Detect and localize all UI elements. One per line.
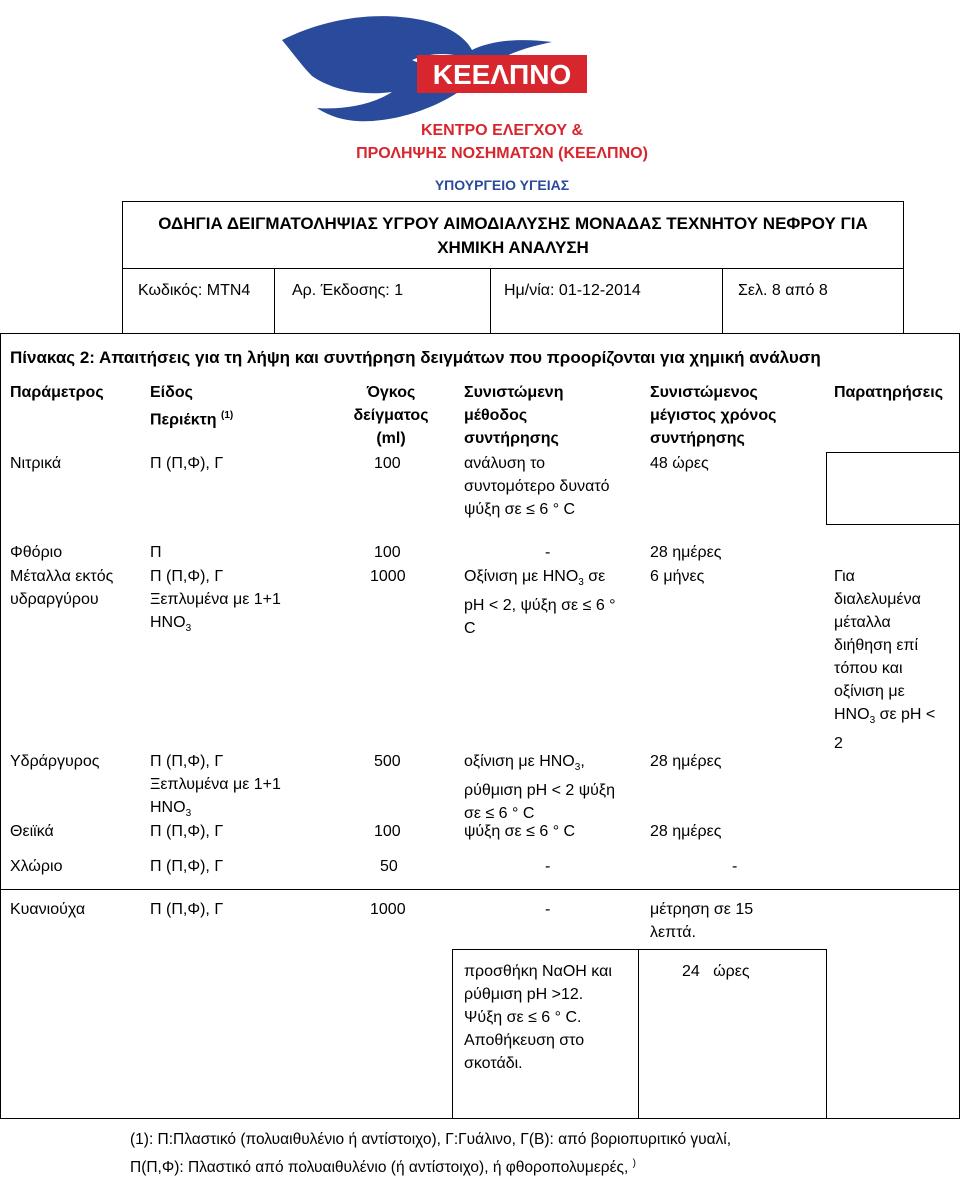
row-mercury-param: Υδράργυρος	[10, 753, 100, 770]
row-nitrates-method: ανάλυση το συντομότερο δυνατό ψύξη σε ≤ 6 ° C	[464, 455, 610, 518]
row-mercury-time: 28 ημέρες	[650, 753, 722, 770]
row-mercury-container: Π (Π,Φ), Γ Ξεπλυμένα με 1+1 $HNO_3$	[150, 753, 281, 820]
doc-edition: Αρ. Έκδοσης: 1	[292, 282, 404, 299]
row-sulfides-param: Θειϊκά	[10, 823, 54, 840]
row-mercury-volume: 500	[374, 753, 401, 770]
title-line-2: ΧΗΜΙΚΗ ΑΝΑΛΥΣΗ	[437, 238, 589, 257]
svg-text:ΚΕΕΛΠΝΟ: ΚΕΕΛΠΝΟ	[432, 59, 572, 90]
row-fluoride-param: Φθόριο	[10, 544, 63, 561]
row-chlorine-param: Χλώριο	[10, 858, 63, 875]
row-metals-container: Π (Π,Φ), Γ Ξεπλυμένα με 1+1 $HNO_3$	[150, 568, 281, 635]
row-cyanides2-time: 24 ώρες	[682, 963, 750, 980]
svg-text:ΥΠΟΥΡΓΕΙΟ ΥΓΕΙΑΣ: ΥΠΟΥΡΓΕΙΟ ΥΓΕΙΑΣ	[434, 177, 570, 193]
row-sulfides-method: ψύξη σε ≤ 6 ° C	[464, 823, 576, 840]
doc-page: Σελ. 8 από 8	[738, 282, 828, 299]
row-sulfides-time: 28 ημέρες	[650, 823, 722, 840]
header-param: Παράμετρος	[10, 384, 104, 401]
title-line-1: ΟΔΗΓΙΑ ΔΕΙΓΜΑΤΟΛΗΨΙΑΣ ΥΓΡΟΥ ΑΙΜΟΔΙΑΛΥΣΗΣ ΜΟΝΑΔΑΣ ΤΕΧΝΗΤΟΥ ΝΕΦΡΟΥ ΓΙΑ	[158, 214, 868, 233]
row-cyanides-volume: 1000	[370, 901, 406, 918]
footnote-line-2: Π(Π,Φ): Πλαστικό από πολυαιθυλένιο (ή αντίστοιχο), ή φθοροπολυμερές, )	[130, 1158, 636, 1177]
row-cyanides-method: -	[545, 901, 551, 918]
row-fluoride-container: Π	[150, 544, 162, 561]
row-cyanides-time: μέτρηση σε 15 λεπτά.	[650, 901, 754, 941]
row-metals-time: 6 μήνες	[650, 568, 705, 585]
svg-text:ΚΕΝΤΡΟ ΕΛΕΓΧΟΥ &: ΚΕΝΤΡΟ ΕΛΕΓΧΟΥ &	[420, 122, 584, 139]
row-cyanides-container: Π (Π,Φ), Γ	[150, 901, 224, 918]
row-nitrates-time: 48 ώρες	[650, 455, 709, 472]
header-volume: Όγκος δείγματος (ml)	[353, 384, 429, 447]
row-metals-volume: 1000	[370, 568, 406, 585]
row-metals-notes: Για διαλελυμένα μέταλλα διήθηση επί τόπου και οξίνιση με $HNO_3$ σε pH < 2	[834, 568, 936, 753]
footnote-line-1: (1): Π:Πλαστικό (πολυαιθυλένιο ή αντίστοιχο), Γ:Γυάλινο, Γ(Β): από βοριοπυριτικό γυαλί,	[130, 1131, 732, 1148]
row-sulfides-container: Π (Π,Φ), Γ	[150, 823, 224, 840]
row-chlorine-container: Π (Π,Φ), Γ	[150, 858, 224, 875]
doc-code: Κωδικός: ΜΤΝ4	[138, 282, 251, 299]
row-nitrates-param: Νιτρικά	[10, 455, 62, 472]
row-nitrates-volume: 100	[374, 455, 401, 472]
header-method: Συνιστώμενη μέθοδος συντήρησης	[464, 384, 564, 447]
row-metals-param: Μέταλλα εκτός υδραργύρου	[10, 568, 114, 608]
table-caption: Πίνακας 2: Απαιτήσεις για τη λήψη και συντήρηση δειγμάτων που προορίζονται για χημική ανάλυση	[10, 348, 821, 367]
header-notes: Παρατηρήσεις	[834, 384, 944, 401]
row-cyanides2-method: προσθήκη ΝαΟΗ και ρύθμιση pH >12. Ψύξη σε ≤ 6 ° C. Αποθήκευση στο σκοτάδι.	[464, 963, 612, 1072]
row-chlorine-method: -	[545, 858, 551, 875]
doc-date: Ημ/νία: 01-12-2014	[504, 282, 641, 299]
row-fluoride-time: 28 ημέρες	[650, 544, 722, 561]
row-fluoride-volume: 100	[374, 544, 401, 561]
row-chlorine-volume: 50	[380, 858, 398, 875]
row-fluoride-method: -	[545, 544, 551, 561]
row-mercury-method: οξίνιση με $HNO_3$, ρύθμιση pH < 2 ψύξη σε ≤ 6 ° C	[464, 753, 615, 823]
keelpno-logo	[262, 0, 706, 200]
row-cyanides-param: Κυανιούχα	[10, 901, 86, 918]
document-title	[122, 212, 904, 260]
header-container: Είδος Περιέκτη $^{(1)}$	[150, 384, 234, 429]
row-chlorine-time: -	[732, 858, 738, 875]
row-sulfides-volume: 100	[374, 823, 401, 840]
row-nitrates-container: Π (Π,Φ), Γ	[150, 455, 224, 472]
header-time: Συνιστώμενος μέγιστος χρόνος συντήρησης	[650, 384, 777, 447]
row-metals-method: Οξίνιση με $HNO_3$ σε pH < 2, ψύξη σε ≤ 6 ° C	[464, 568, 616, 638]
svg-text:ΠΡΟΛΗΨΗΣ ΝΟΣΗΜΑΤΩΝ (ΚΕΕΛΠΝΟ): ΠΡΟΛΗΨΗΣ ΝΟΣΗΜΑΤΩΝ (ΚΕΕΛΠΝΟ)	[356, 145, 648, 162]
